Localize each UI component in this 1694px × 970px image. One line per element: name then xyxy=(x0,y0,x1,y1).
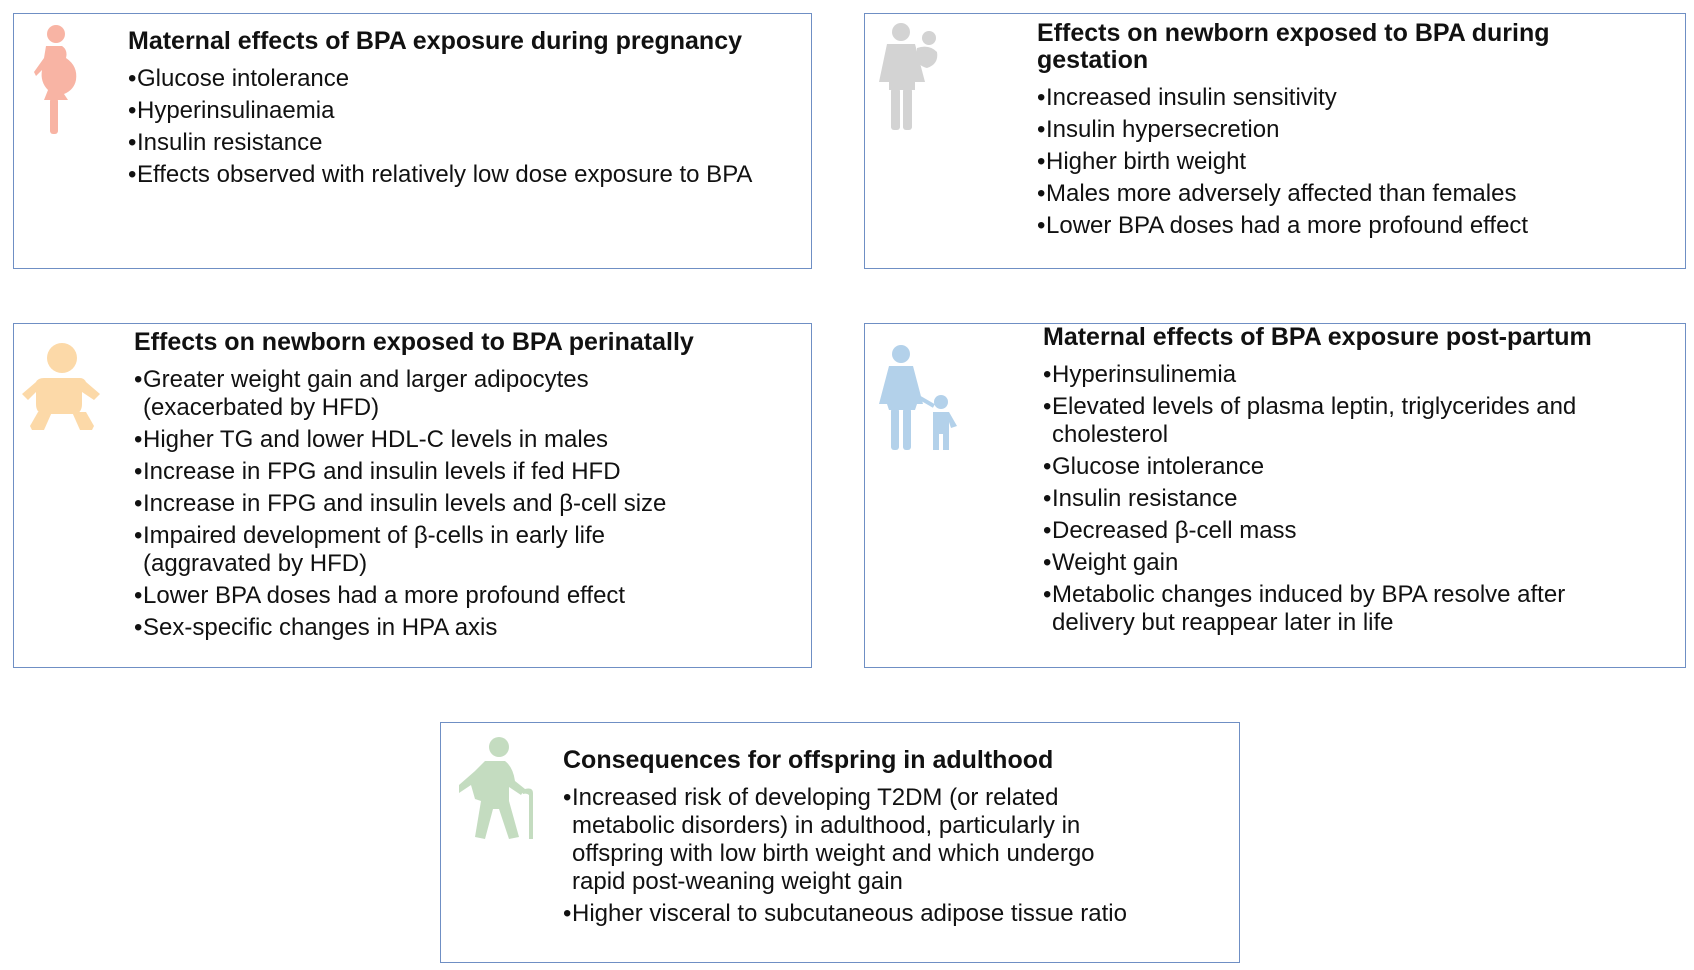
bullet-list xyxy=(1043,361,1663,637)
bullet-list xyxy=(563,784,1203,928)
list-item: • Insulin resistance xyxy=(128,129,788,157)
list-item: • Decreased β-cell mass xyxy=(1043,517,1663,545)
list-item: • Lower BPA doses had a more profound effect xyxy=(1037,212,1667,240)
list-item: • Males more adversely affected than females xyxy=(1037,180,1667,208)
pregnant-woman-icon xyxy=(32,24,84,136)
panel-newborn-perinatal xyxy=(13,323,812,668)
elderly-person-icon xyxy=(459,737,541,841)
panel-maternal-postpartum xyxy=(864,323,1686,668)
panel-offspring-adulthood xyxy=(440,722,1240,963)
list-item: • Increased insulin sensitivity xyxy=(1037,84,1667,112)
list-item: • Greater weight gain and larger adipocytes (exacerbated by HFD) xyxy=(134,366,623,422)
bullet-list xyxy=(134,366,794,642)
panel-title: Maternal effects of BPA exposure during pregnancy xyxy=(128,27,743,55)
list-item: • Sex-specific changes in HPA axis xyxy=(134,614,794,642)
panel-title: Maternal effects of BPA exposure post-partum xyxy=(1043,323,1592,351)
list-item: • Glucose intolerance xyxy=(128,65,788,93)
list-item: • Glucose intolerance xyxy=(1043,453,1663,481)
mother-with-child-icon xyxy=(879,344,963,452)
list-item: • Insulin resistance xyxy=(1043,485,1663,513)
list-item: • Elevated levels of plasma leptin, triglycerides and cholesterol xyxy=(1043,393,1663,449)
panel-newborn-gestation xyxy=(864,13,1686,269)
list-item: • Higher visceral to subcutaneous adipose tissue ratio xyxy=(563,900,1203,928)
panel-title: Consequences for offspring in adulthood xyxy=(563,746,1054,774)
panel-maternal-pregnancy xyxy=(13,13,812,269)
bullet-list xyxy=(1037,84,1667,240)
bullet-list xyxy=(128,65,788,189)
list-item: • Lower BPA doses had a more profound effect xyxy=(134,582,794,610)
list-item: • Weight gain xyxy=(1043,549,1663,577)
list-item: • Insulin hypersecretion xyxy=(1037,116,1667,144)
baby-icon xyxy=(22,342,102,434)
list-item: • Hyperinsulinaemia xyxy=(128,97,788,125)
list-item: • Higher birth weight xyxy=(1037,148,1667,176)
list-item: • Impaired development of β-cells in early life (aggravated by HFD) xyxy=(134,522,673,578)
list-item: • Higher TG and lower HDL-C levels in males xyxy=(134,426,794,454)
list-item: • Increase in FPG and insulin levels if fed HFD xyxy=(134,458,794,486)
list-item: • Increased risk of developing T2DM (or related metabolic disorders) in adulthood, particularly in offspring with low birth weight and which undergo rapid post-weaning weight gain xyxy=(563,784,1132,896)
panel-title: Effects on newborn exposed to BPA perinatally xyxy=(134,328,694,356)
list-item: • Increase in FPG and insulin levels and β-cell size xyxy=(134,490,794,518)
list-item: • Effects observed with relatively low dose exposure to BPA xyxy=(128,161,788,189)
panel-title: Effects on newborn exposed to BPA during gestation xyxy=(1037,19,1550,74)
list-item: • Hyperinsulinemia xyxy=(1043,361,1663,389)
list-item: • Metabolic changes induced by BPA resolve after delivery but reappear later in life xyxy=(1043,581,1632,637)
mother-with-baby-icon xyxy=(877,22,943,134)
